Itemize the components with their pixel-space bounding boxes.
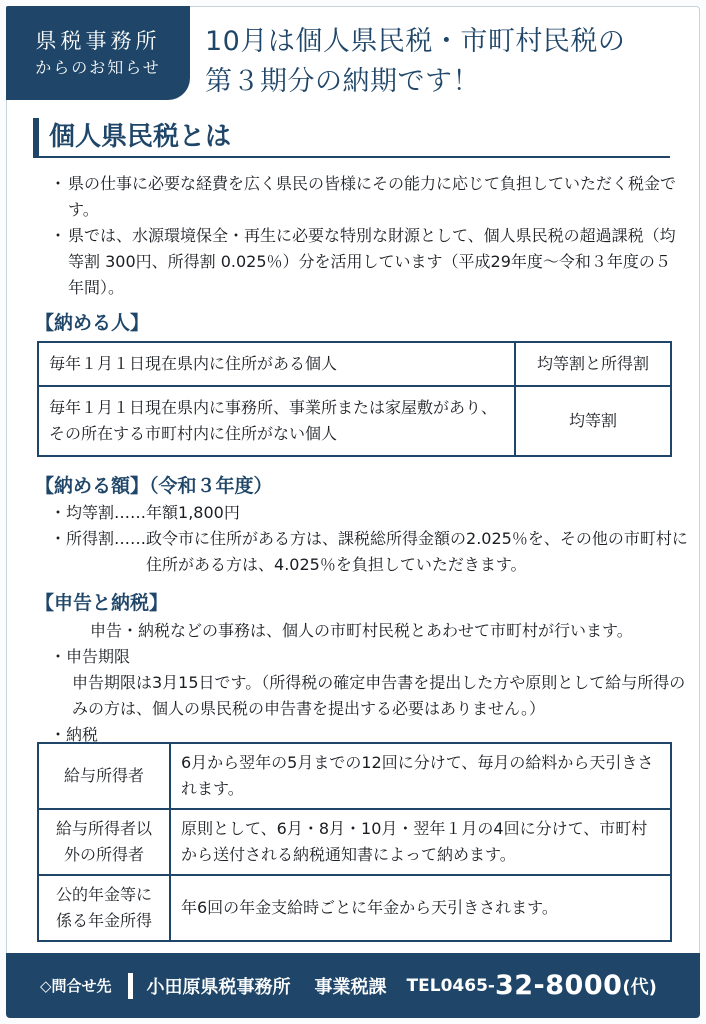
table-row [38,386,671,456]
office-badge [6,6,190,100]
payer-who-cell: 毎年１月１日現在県内に事務所、事業所または家屋敷があり、その所在する市町村内に住所がない個人 [38,386,515,456]
contact-lead: ◇問合せ先 [40,977,112,995]
intro-list [50,171,680,301]
payers-table [37,341,672,457]
phone-number[interactable]: 32-8000 [494,970,623,1001]
intro-item-1: ・ 県の仕事に必要な経費を広く県民の皆様にその能力に応じて負担していただく税金です。 [50,171,680,223]
amount-text: 政令市に住所がある方は、課税総所得金額の2.025％を、その他の市町村に住所がある方は、4.025％を負担していただきます。 [146,529,688,574]
table-row [38,743,671,809]
amount-item [50,500,690,526]
table-row [38,875,671,941]
intro-item-2: ・ 県では、水源環境保全・再生に必要な特別な財源として、個人県民税の超過課税（均等割 300円、所得割 0.025％）分を活用しています（平成29年度～令和３年度の５年間）。 [50,223,680,301]
payment-label: ・納税 [50,725,99,744]
payment-method-cell: 6月から翌年の5月までの12回に分けて、毎月の給料から天引きされます。 [170,743,671,809]
payment-type-cell: 給与所得者以外の所得者 [38,809,170,875]
page-headline [205,22,695,102]
payment-type-cell: 公的年金等に係る年金所得 [38,875,170,941]
section-title: 個人県民税とは [33,118,670,158]
amount-label: ・所得割…… [50,529,147,548]
filing-body [50,618,700,748]
phone-prefix: TEL0465- [406,975,495,996]
contact-footer [6,953,700,1018]
office-name: 小田原県税事務所 [146,976,291,998]
payer-tax-cell: 均等割 [515,386,671,456]
table-row [38,809,671,875]
filing-heading: 【申告と納税】 [35,592,169,614]
payment-type-cell: 給与所得者 [38,743,170,809]
department-name: 事業税課 [314,976,387,998]
payer-who-cell: 毎年１月１日現在県内に住所がある個人 [38,342,515,386]
amount-list [50,500,690,578]
amount-label: ・均等割…… [50,503,147,522]
table-row [38,342,671,386]
amount-text: 年額1,800円 [146,503,240,522]
amount-heading: 【納める額】（令和３年度） [35,475,273,497]
phone-suffix: (代) [622,976,657,998]
divider-bar [128,973,133,999]
deadline-label: ・申告期限 [50,647,131,666]
payment-table [37,742,672,942]
payers-heading: 【納める人】 [35,312,150,334]
payment-method-cell: 原則として、6月・8月・10月・翌年１月の4回に分けて、市町村から送付される納税通知書によって納めます。 [170,809,671,875]
deadline-text: 申告期限は3月15日です。（所得税の確定申告書を提出した方や原則として給与所得のみの方は、個人の県民税の申告書を提出する必要はありません。） [72,673,686,718]
amount-item [50,526,690,578]
payer-tax-cell: 均等割と所得割 [515,342,671,386]
filing-intro: 申告・納税などの事務は、個人の市町村民税とあわせて市町村が行います。 [90,621,633,640]
badge-subtitle: からのお知らせ [35,58,161,77]
payment-method-cell: 年6回の年金支給時ごとに年金から天引きされます。 [170,875,671,941]
badge-title: 県税事務所 [35,29,161,53]
headline-line-2: 第３期分の納期です！ [205,66,480,97]
headline-line-1: 10月は個人県民税・市町村民税の [205,26,626,57]
